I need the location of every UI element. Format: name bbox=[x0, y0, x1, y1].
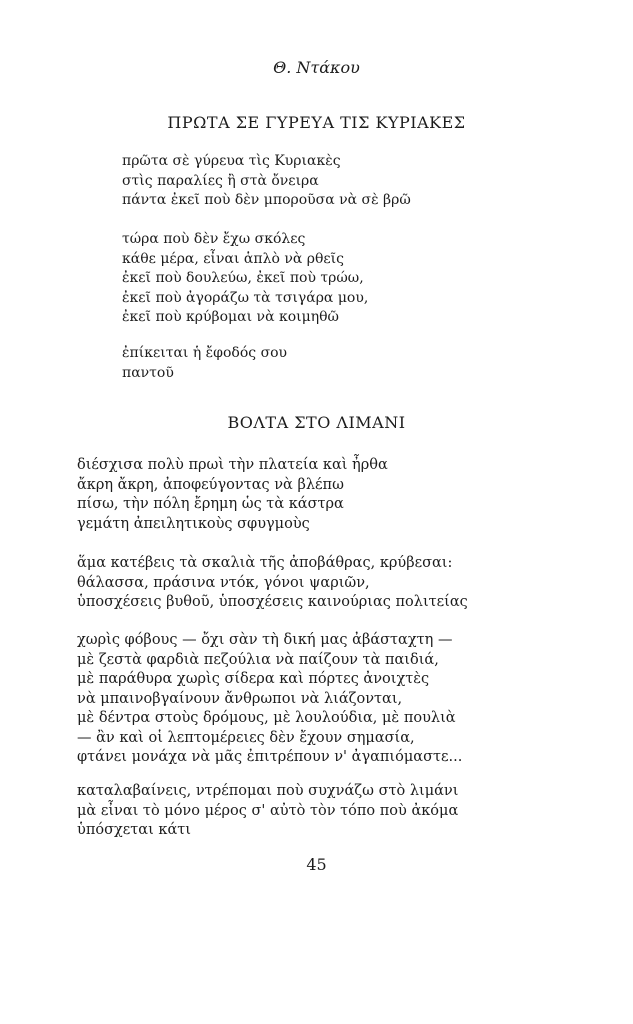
verse-line: κάθε μέρα, εἶναι ἁπλὸ νὰ ρθεῖς bbox=[122, 250, 344, 267]
verse-line: μὲ παράθυρα χωρὶς σίδερα καὶ πόρτες ἀνοιχτὲς bbox=[77, 671, 430, 687]
verse-line: χωρὶς φόβους — ὄχι σὰν τὴ δική μας ἀβάσταχτη — bbox=[77, 632, 453, 648]
poem2-stanza-3 bbox=[77, 631, 462, 768]
verse-line: πρῶτα σὲ γύρευα τὶς Κυριακὲς bbox=[122, 153, 341, 169]
verse-line: πίσω, τὴν πόλη ἔρημη ὡς τὰ κάστρα bbox=[77, 496, 344, 512]
poem1-stanza-2 bbox=[122, 230, 368, 328]
verse-line: ἐπίκειται ἡ ἔφοδός σου bbox=[122, 345, 288, 361]
verse-line: ἐκεῖ ποὺ κρύβομαι νὰ κοιμηθῶ bbox=[122, 309, 339, 325]
verse-line: θάλασσα, πράσινα ντόκ, γόνοι ψαριῶν, bbox=[77, 574, 370, 591]
verse-line: διέσχισα πολὺ πρωὶ τὴν πλατεία καὶ ἦρθα bbox=[77, 457, 388, 473]
verse-line: μὲ δέντρα στοὺς δρόμους, μὲ λουλούδια, μὲ πουλιὰ bbox=[77, 710, 456, 726]
poem-title-2: ΒΟΛΤΑ ΣΤΟ ΛΙΜΑΝΙ bbox=[227, 413, 406, 432]
verse-line: στὶς παραλίες ἢ στὰ ὄνειρα bbox=[122, 172, 319, 189]
poem2-stanza-4 bbox=[77, 782, 458, 841]
verse-line: παντοῦ bbox=[122, 364, 174, 381]
verse-line: ἄκρη ἄκρη, ἀποφεύγοντας νὰ βλέπω bbox=[77, 476, 344, 493]
poem2-stanza-1 bbox=[77, 456, 388, 534]
verse-line: ἅμα κατέβεις τὰ σκαλιὰ τῆς ἀποβάθρας, κρύβεσαι: bbox=[77, 555, 453, 571]
poem1-stanza-1 bbox=[122, 152, 411, 211]
page-number: 45 bbox=[306, 855, 327, 874]
verse-line: μὰ εἶναι τὸ μόνο μέρος σ' αὐτὸ τὸν τόπο ποὺ ἀκόμα bbox=[77, 802, 459, 819]
verse-line: φτάνει μονάχα νὰ μᾶς ἐπιτρέπουν ν' ἀγαπιόμαστε... bbox=[77, 749, 463, 765]
verse-line: — ἂν καὶ οἱ λεπτομέρειες δὲν ἔχουν σημασία, bbox=[77, 729, 415, 746]
verse-line: καταλαβαίνεις, ντρέπομαι ποὺ συχνάζω στὸ λιμάνι bbox=[77, 783, 459, 799]
poem2-stanza-2 bbox=[77, 554, 468, 613]
poem1-stanza-3 bbox=[122, 344, 287, 383]
verse-line: νὰ μπαινοβγαίνουν ἄνθρωποι νὰ λιάζονται, bbox=[77, 690, 403, 707]
verse-line: πάντα ἐκεῖ ποὺ δὲν μποροῦσα νὰ σὲ βρῶ bbox=[122, 192, 411, 208]
verse-line: ἐκεῖ ποὺ ἀγοράζω τὰ τσιγάρα μου, bbox=[122, 289, 369, 306]
verse-line: γεμάτη ἀπειλητικοὺς σφυγμοὺς bbox=[77, 515, 310, 532]
author-name: Θ. Ντάκου bbox=[273, 58, 360, 77]
verse-line: ὑπόσχεται κάτι bbox=[77, 822, 191, 838]
poem-title-1: ΠΡΩΤΑ ΣΕ ΓΥΡΕΥΑ ΤΙΣ ΚΥΡΙΑΚΕΣ bbox=[167, 113, 466, 132]
verse-line: τώρα ποὺ δὲν ἔχω σκόλες bbox=[122, 231, 306, 247]
verse-line: ὑποσχέσεις βυθοῦ, ὑποσχέσεις καινούριας πολιτείας bbox=[77, 594, 468, 610]
verse-line: ἐκεῖ ποὺ δουλεύω, ἐκεῖ ποὺ τρώω, bbox=[122, 270, 364, 286]
verse-line: μὲ ζεστὰ φαρδιὰ πεζούλια νὰ παίζουν τὰ παιδιά, bbox=[77, 651, 439, 668]
